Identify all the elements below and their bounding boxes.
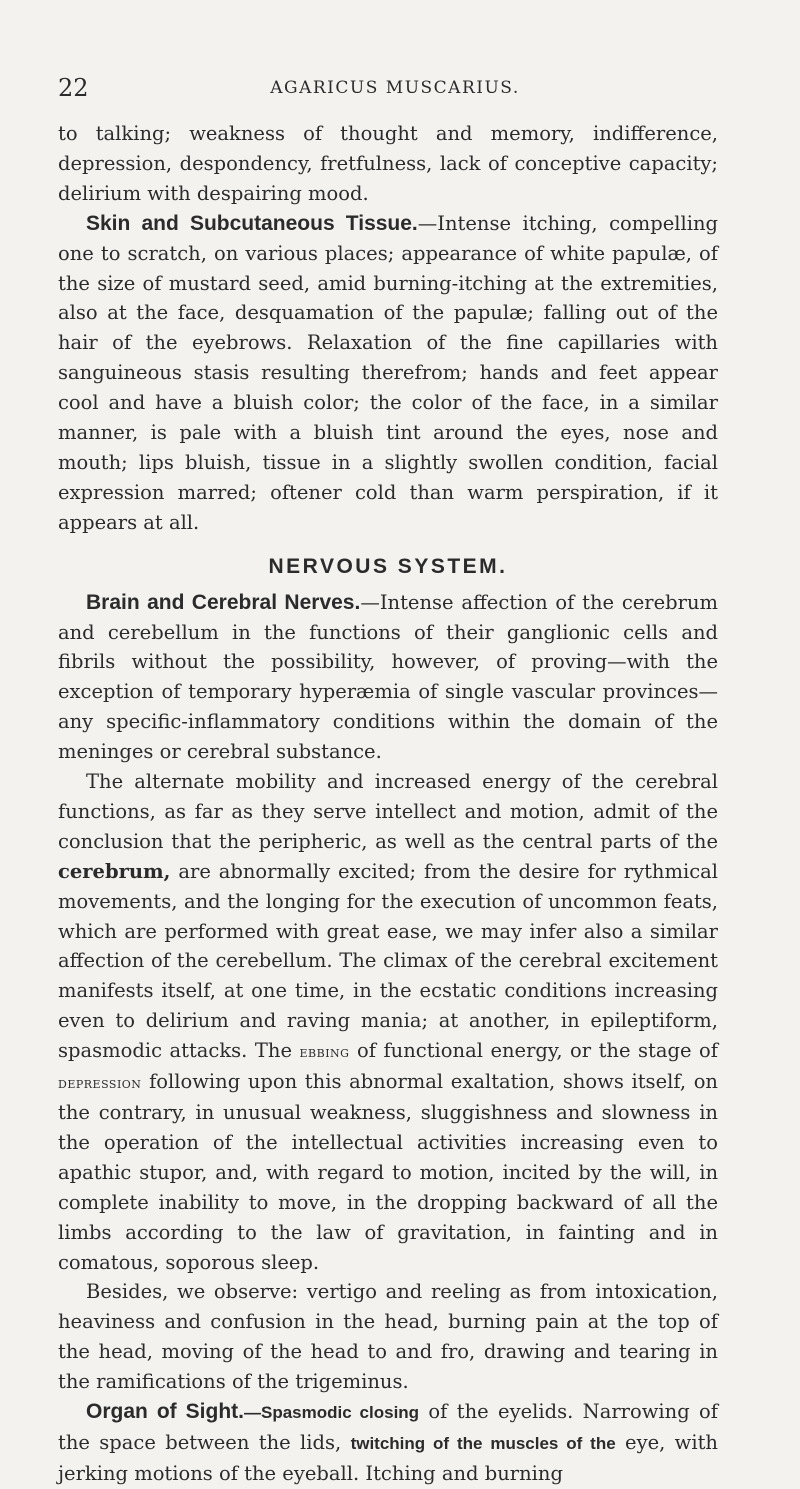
term-depression: depression: [58, 1073, 142, 1093]
alternate-text-1: The alternate mobility and increased energy of the cerebral functions, as far as they serve intellect and motion, admit of the conclusion that the peripheric, as well as the central parts of the: [58, 770, 718, 853]
paragraph-besides: Besides, we observe: vertigo and reeling as from intoxication, heaviness and confusion in the head, burning pain at the top of the head, moving of the head to and fro, drawing and tearing in the ramifications of the trigeminus.: [58, 1280, 718, 1394]
term-twitching: twitching of the muscles of the: [350, 1433, 616, 1453]
body-text: [58, 119, 718, 1489]
paragraph-mind-continued: to talking; weakness of thought and memory, indifference, depression, despondency, fretfulness, lack of conceptive capacity; delirium with despairing mood.: [58, 122, 718, 205]
paragraph-skin: [58, 209, 718, 538]
term-spasmodic-closing: —Spasmodic closing: [243, 1403, 420, 1423]
brain-text: —Intense affection of the cerebrum and cerebellum in the functions of their ganglionic cells and fibrils without the possibility, however, of proving—with the exception of temporary hyperæmia of single vascular provinces—any specific-inflammatory conditions within the domain of the meninges or cerebral substance.: [58, 590, 718, 764]
section-heading-sight: Organ of Sight.: [86, 1400, 244, 1424]
page-header: [58, 68, 732, 108]
alternate-text-2: are abnormally excited; from the desire for rythmical movements, and the longing for the execution of uncommon feats, which are performed with great ease, we may infer also a similar affection of the cerebellum. The climax of the cerebral excitement manifests itself, at one time, in the ecstatic conditions increasing even to delirium and raving mania; at another, in epileptiform, spasmodic attacks. The: [58, 859, 718, 1063]
alternate-text-4: following upon this abnormal exaltation, shows itself, on the contrary, in unusual weakness, sluggishness and slowness in the operation of the intellectual activities increasing even to apathic stupor, and, with regard to motion, incited by the will, in complete inability to move, in the dropping backward of all the limbs according to the law of gravitation, in fainting and in comatous, soporous sleep.: [58, 1070, 718, 1274]
paragraph-organ-of-sight: [58, 1397, 718, 1489]
paragraph-alternate-mobility: [58, 767, 718, 1277]
term-cerebrum: cerebrum,: [58, 859, 171, 883]
section-heading-skin: Skin and Subcutaneous Tissue.: [86, 211, 418, 235]
running-head: AGARICUS MUSCARIUS.: [270, 78, 520, 98]
paragraph-brain: [58, 588, 718, 767]
term-ebbing: ebbing: [299, 1042, 350, 1062]
page-number: 22: [58, 74, 89, 102]
skin-text: —Intense itching, compelling one to scratch, on various places; appearance of white papulæ, of the size of mustard seed, amid burning-itching at the extremities, also at the face, desquamation of the papulæ; falling out of the hair of the eyebrows. Relaxation of the fine capillaries with sanguineous stasis resulting therefrom; hands and feet appear cool and have a bluish color; the color of the face, in a similar manner, is pale with a bluish tint around the eyes, nose and mouth; lips bluish, tissue in a slightly swollen condition, facial expression marred; oftener cold than warm perspiration, if it appears at all.: [58, 211, 718, 534]
alternate-text-3: of functional energy, or the stage of: [349, 1039, 718, 1063]
sight-text-1: of the eyelids. Narrowing of the space between the lids,: [58, 1400, 719, 1454]
section-heading-nervous-system: NERVOUS SYSTEM.: [268, 554, 508, 578]
sight-text-2: eye, with jerking motions of the eyeball. Itching and burning: [58, 1430, 718, 1485]
section-heading-brain: Brain and Cerebral Nerves.: [86, 590, 361, 614]
